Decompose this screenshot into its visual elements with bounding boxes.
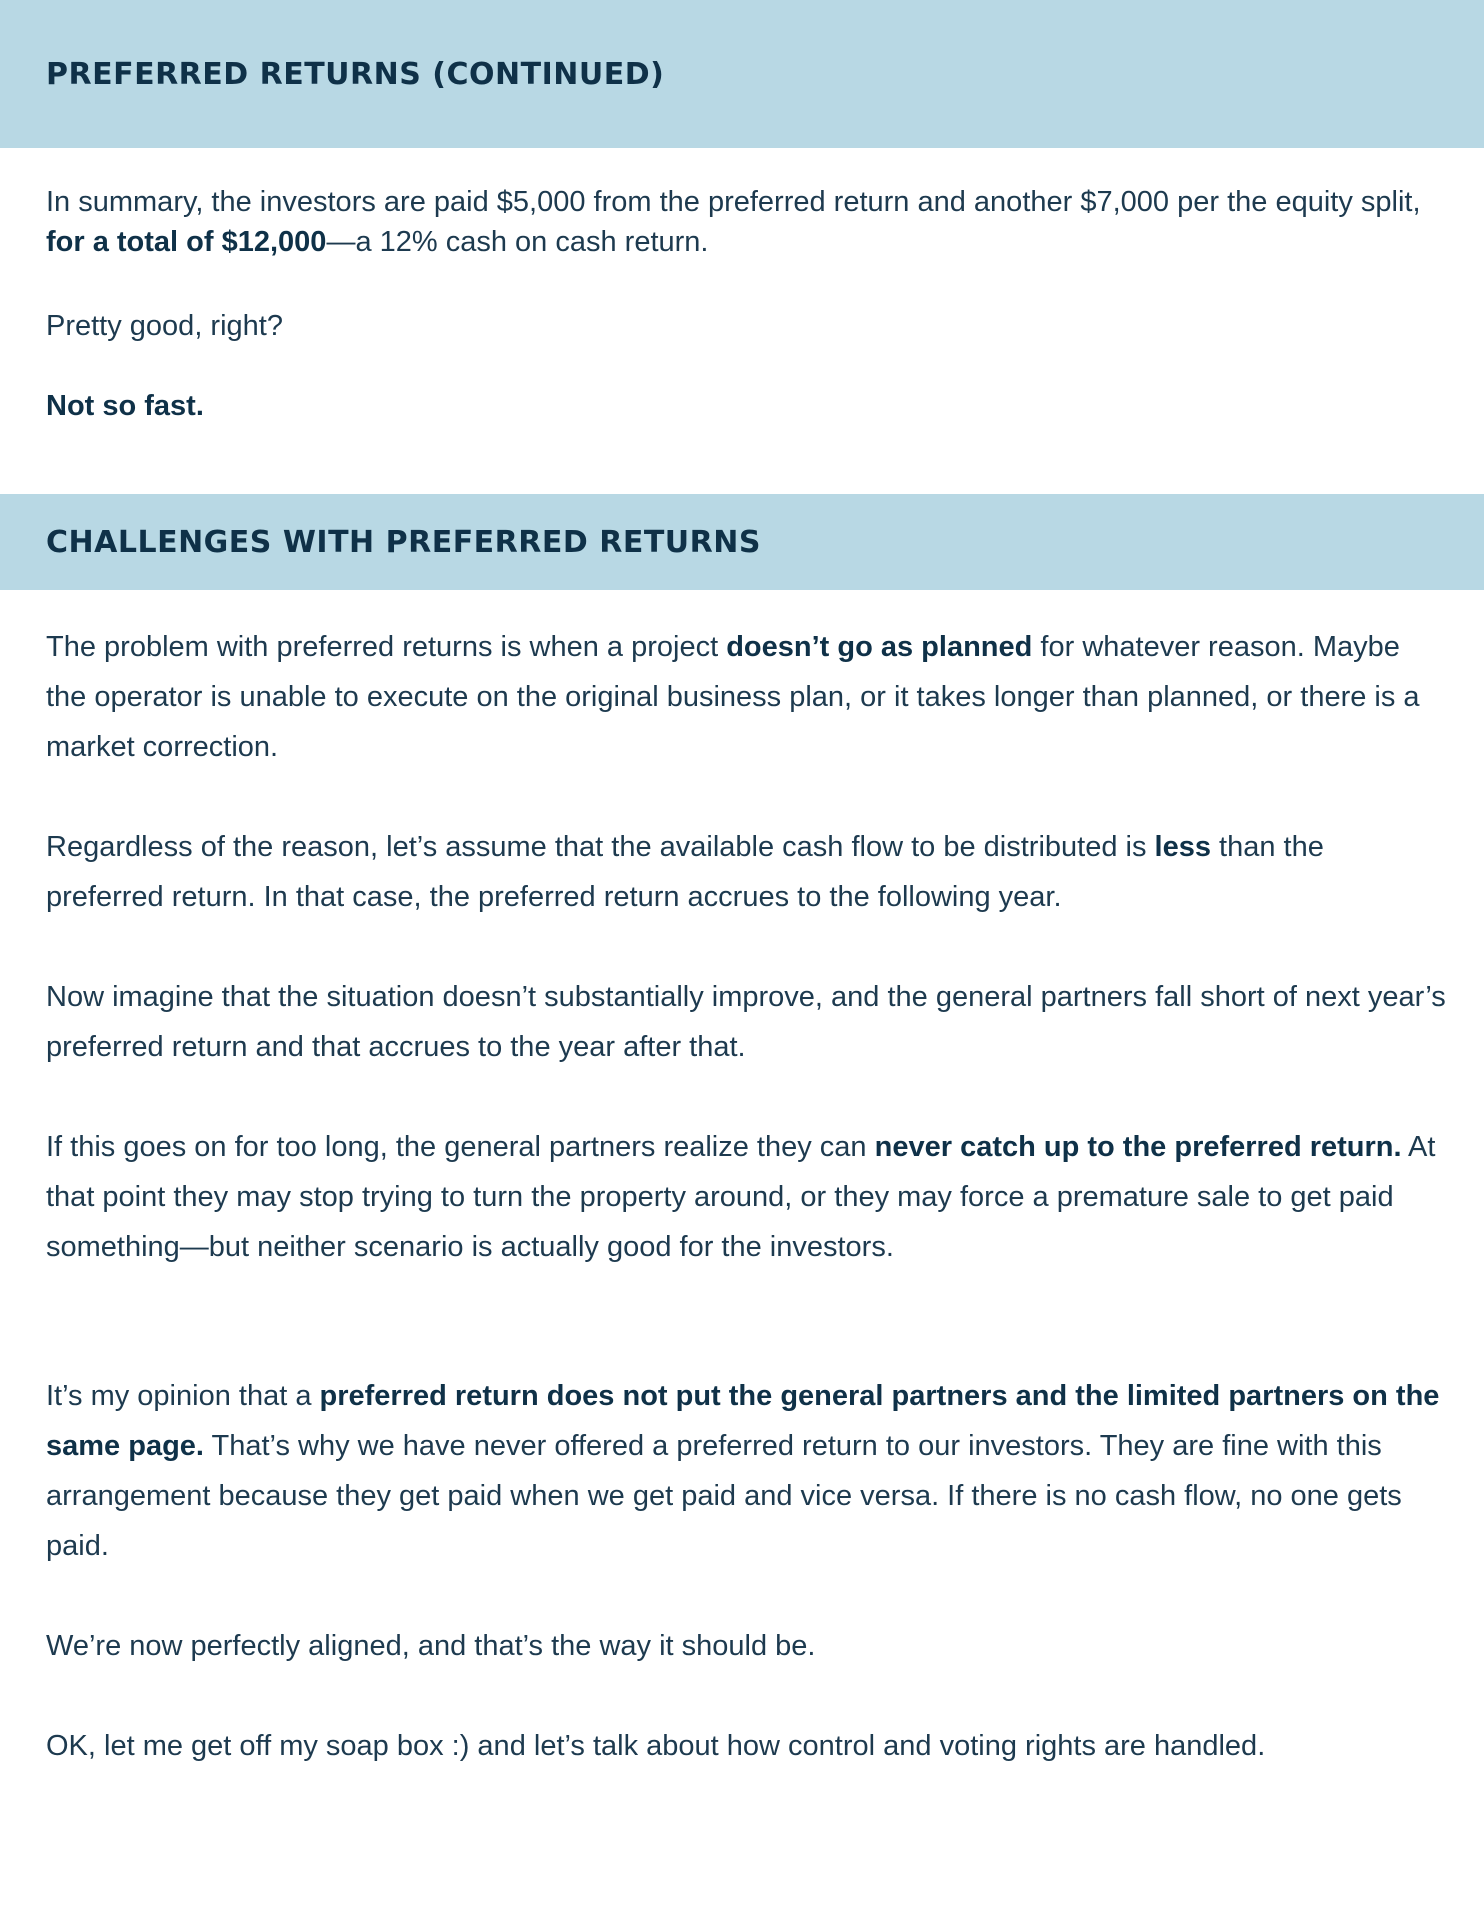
paragraph-too-long: If this goes on for too long, the general partners realize they can never catch up to the preferred return. At that point they may stop trying to turn the property around, or they may force a premature sale to get paid something—but neither scenario is actually good for the investors. xyxy=(46,1131,1436,1263)
summary-emphasis: for a total of $12,000 xyxy=(46,226,327,258)
emphasis: never catch up to the preferred return. xyxy=(874,1131,1402,1163)
paragraph-aligned: We’re now perfectly aligned, and that’s the way it should be. xyxy=(46,1630,816,1662)
question-text: Pretty good, right? xyxy=(46,310,283,342)
section-header-challenges xyxy=(0,494,1484,590)
paragraph-opinion: It’s my opinion that a preferred return does not put the general partners and the limited partners on the same page. That’s why we have never offered a preferred return to our investors. They are fine with this arrangement because they get paid when we get paid and vice versa. If there is no cash flow, no one gets paid. xyxy=(46,1380,1440,1562)
section-heading: CHALLENGES WITH PREFERRED RETURNS xyxy=(46,524,761,560)
paragraph-soap-box: OK, let me get off my soap box :) and let’s talk about how control and voting rights are handled. xyxy=(46,1730,1266,1762)
summary-paragraph-block xyxy=(46,182,1446,262)
summary-paragraph: In summary, the investors are paid $5,000 from the preferred return and another $7,000 per the equity split, for a total of $12,000—a 12% cash on cash return. xyxy=(46,186,1421,258)
section-header-preferred-returns-continued xyxy=(0,0,1484,148)
paragraph-imagine: Now imagine that the situation doesn’t substantially improve, and the general partners fall short of next year’s preferred return and that accrues to the year after that. xyxy=(46,981,1446,1063)
section-heading: PREFERRED RETURNS (CONTINUED) xyxy=(46,56,665,92)
paragraph-regardless: Regardless of the reason, let’s assume that the available cash flow to be distributed is less than the preferred return. In that case, the preferred return accrues to the following year. xyxy=(46,831,1324,913)
not-so-fast-block xyxy=(46,386,1446,426)
emphasis: doesn’t go as planned xyxy=(726,631,1033,663)
emphasis: preferred return does not put the general partners and the limited partners on the same page. xyxy=(46,1380,1440,1462)
question-block xyxy=(46,306,1446,346)
paragraph-problem: The problem with preferred returns is when a project doesn’t go as planned for whatever reason. Maybe the operator is unable to execute on the original business plan, or it takes longer than planned, or there is a market correction. xyxy=(46,631,1420,763)
emphasis: less xyxy=(1154,831,1211,863)
not-so-fast-text: Not so fast. xyxy=(46,390,204,422)
